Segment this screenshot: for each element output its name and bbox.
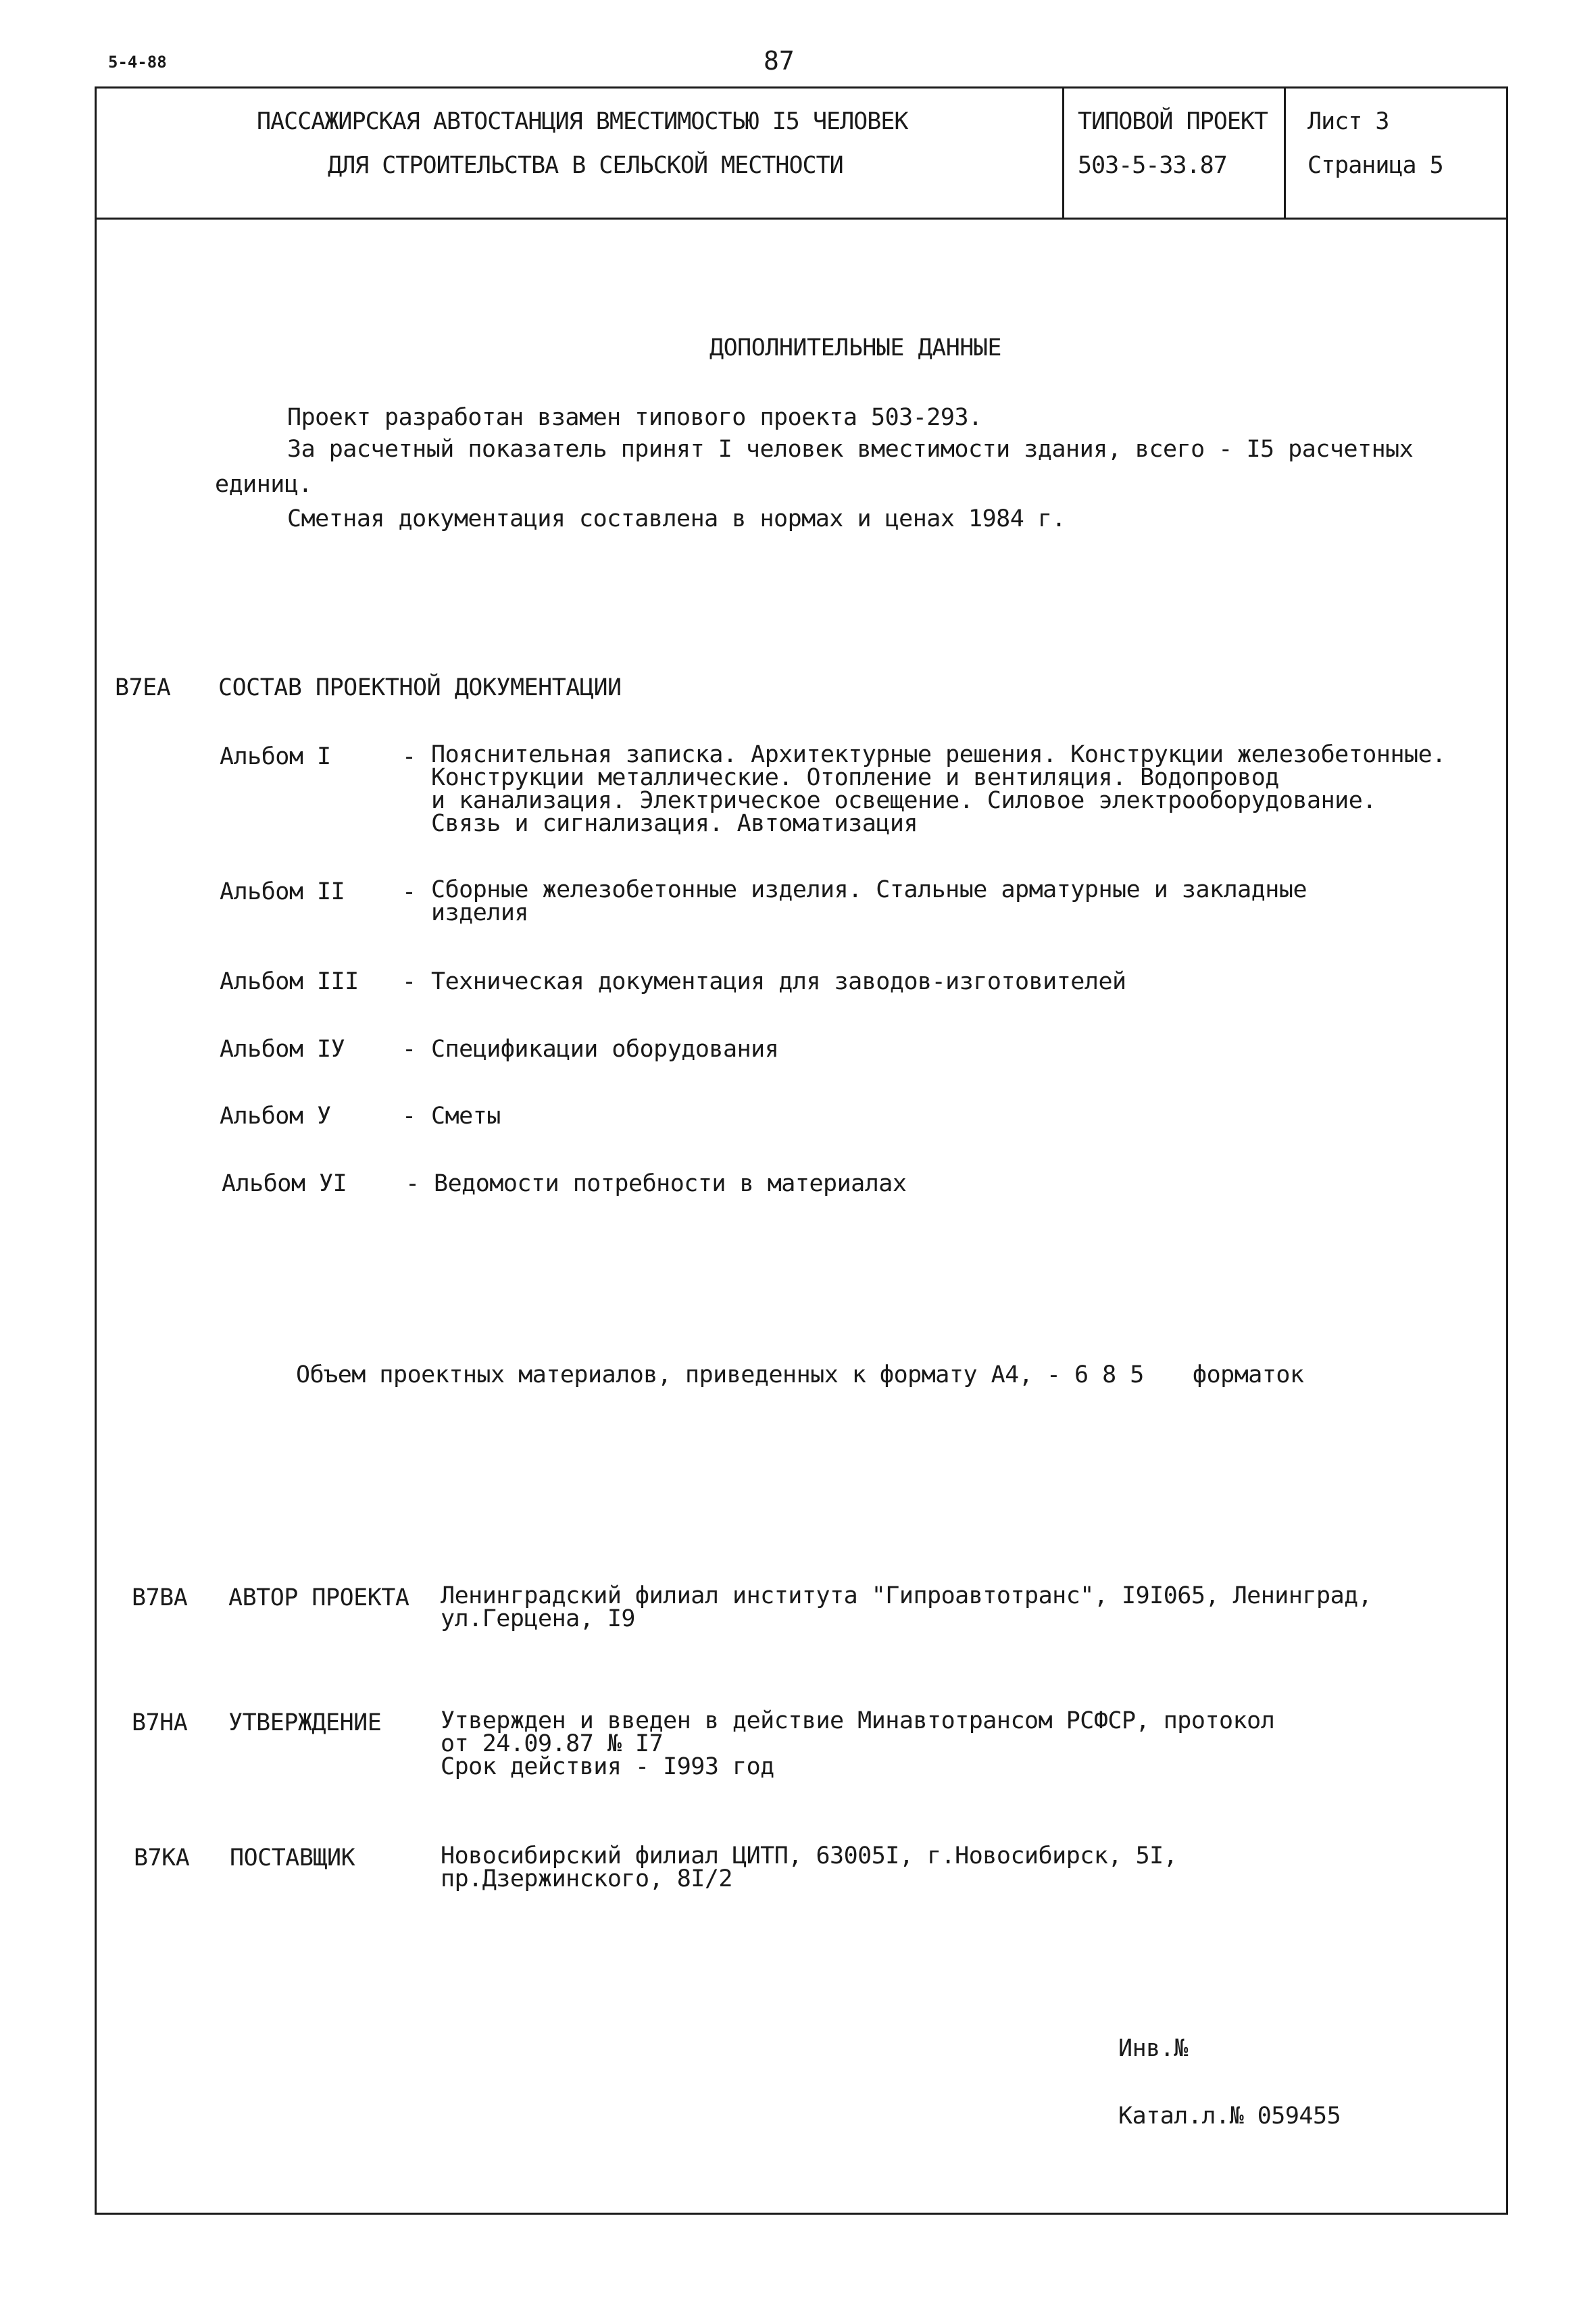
- sheet-label: Лист 3: [1307, 108, 1389, 135]
- album-3-dash: -: [402, 968, 416, 995]
- title-line-2: ДЛЯ СТРОИТЕЛЬСТВА В СЕЛЬСКОЙ МЕСТНОСТИ: [328, 152, 843, 179]
- album-4-name: Альбом IУ: [220, 1036, 345, 1063]
- album-4-line-1: Спецификации оборудования: [431, 1036, 779, 1063]
- approval-line-2: от 24.09.87 № I7: [441, 1730, 664, 1757]
- author-line-2: ул.Герцена, I9: [441, 1605, 636, 1632]
- paragraph-indicator: За расчетный показатель принят I человек вместимости здания, всего - I5 расчетных: [287, 436, 1414, 463]
- album-1-dash: -: [402, 743, 416, 770]
- approval-label: УТВЕРЖДЕНИЕ: [228, 1709, 382, 1736]
- album-2-dash: -: [402, 878, 416, 905]
- page-number: 87: [764, 46, 795, 76]
- album-2-name: Альбом II: [220, 878, 345, 905]
- volume-unit: форматок: [1193, 1361, 1304, 1388]
- album-5-line-1: Сметы: [431, 1103, 501, 1130]
- album-3-name: Альбом III: [220, 968, 359, 995]
- author-line-1: Ленинградский филиал института "Гипроавтотранс", I9I065, Ленинград,: [441, 1582, 1372, 1609]
- album-6-dash: -: [405, 1170, 420, 1197]
- album-1-line-2: Конструкции металлические. Отопление и вентиляция. Водопровод: [431, 764, 1279, 791]
- project-number: 503-5-33.87: [1078, 152, 1227, 179]
- page-label: Страница 5: [1307, 152, 1443, 179]
- composition-code: В7ЕА: [115, 674, 171, 701]
- frame-right-border: [1506, 86, 1508, 2215]
- project-label: ТИПОВОЙ ПРОЕКТ: [1078, 108, 1268, 135]
- album-5-dash: -: [402, 1103, 416, 1130]
- paragraph-replaced: Проект разработан взамен типового проекта 503-293.: [287, 404, 982, 431]
- album-2-line-2: изделия: [431, 899, 529, 926]
- catalog-number: Катал.л.№ 059455: [1118, 2103, 1341, 2130]
- album-1-line-3: и канализация. Электрическое освещение. Силовое электрооборудование.: [431, 787, 1376, 814]
- corner-code: 5-4-88: [108, 53, 167, 72]
- album-1-name: Альбом I: [220, 743, 331, 770]
- additional-data-heading: ДОПОЛНИТЕЛЬНЫЕ ДАННЫЕ: [709, 334, 1002, 361]
- supplier-label: ПОСТАВЩИК: [230, 1844, 355, 1871]
- paragraph-estimate: Сметная документация составлена в нормах и ценах 1984 г.: [287, 505, 1066, 532]
- album-4-dash: -: [402, 1036, 416, 1063]
- title-line-1: ПАССАЖИРСКАЯ АВТОСТАНЦИЯ ВМЕСТИМОСТЬЮ I5 ЧЕЛОВЕК: [257, 108, 908, 135]
- approval-line-1: Утвержден и введен в действие Минавтотрансом РСФСР, протокол: [441, 1707, 1275, 1734]
- inventory-number: Инв.№: [1118, 2035, 1188, 2062]
- album-1-line-1: Пояснительная записка. Архитектурные решения. Конструкции железобетонные.: [431, 741, 1446, 768]
- frame-top-border: [95, 86, 1508, 89]
- composition-heading: СОСТАВ ПРОЕКТНОЙ ДОКУМЕНТАЦИИ: [218, 674, 622, 701]
- frame-left-border: [95, 86, 97, 2215]
- approval-line-3: Срок действия - I993 год: [441, 1753, 774, 1780]
- paragraph-indicator-cont: единиц.: [215, 471, 313, 498]
- supplier-line-2: пр.Дзержинского, 8I/2: [441, 1865, 733, 1892]
- album-1-line-4: Связь и сигнализация. Автоматизация: [431, 810, 918, 837]
- author-code: В7ВА: [132, 1584, 188, 1611]
- album-6-name: Альбом УI: [222, 1170, 347, 1197]
- approval-code: В7НА: [132, 1709, 188, 1736]
- supplier-code: В7КА: [134, 1844, 190, 1871]
- volume-text: Объем проектных материалов, приведенных к формату А4, - 6 8 5: [296, 1361, 1144, 1388]
- album-6-line-1: Ведомости потребности в материалах: [434, 1170, 907, 1197]
- album-3-line-1: Техническая документация для заводов-изготовителей: [431, 968, 1126, 995]
- author-label: АВТОР ПРОЕКТА: [228, 1584, 409, 1611]
- supplier-line-1: Новосибирский филиал ЦИТП, 63005I, г.Новосибирск, 5I,: [441, 1842, 1178, 1869]
- header-divider-1: [1062, 86, 1064, 219]
- frame-bottom-border: [95, 2213, 1508, 2215]
- header-bottom-border: [95, 218, 1508, 220]
- album-2-line-1: Сборные железобетонные изделия. Стальные арматурные и закладные: [431, 876, 1307, 903]
- header-divider-2: [1284, 86, 1286, 219]
- album-5-name: Альбом У: [220, 1103, 331, 1130]
